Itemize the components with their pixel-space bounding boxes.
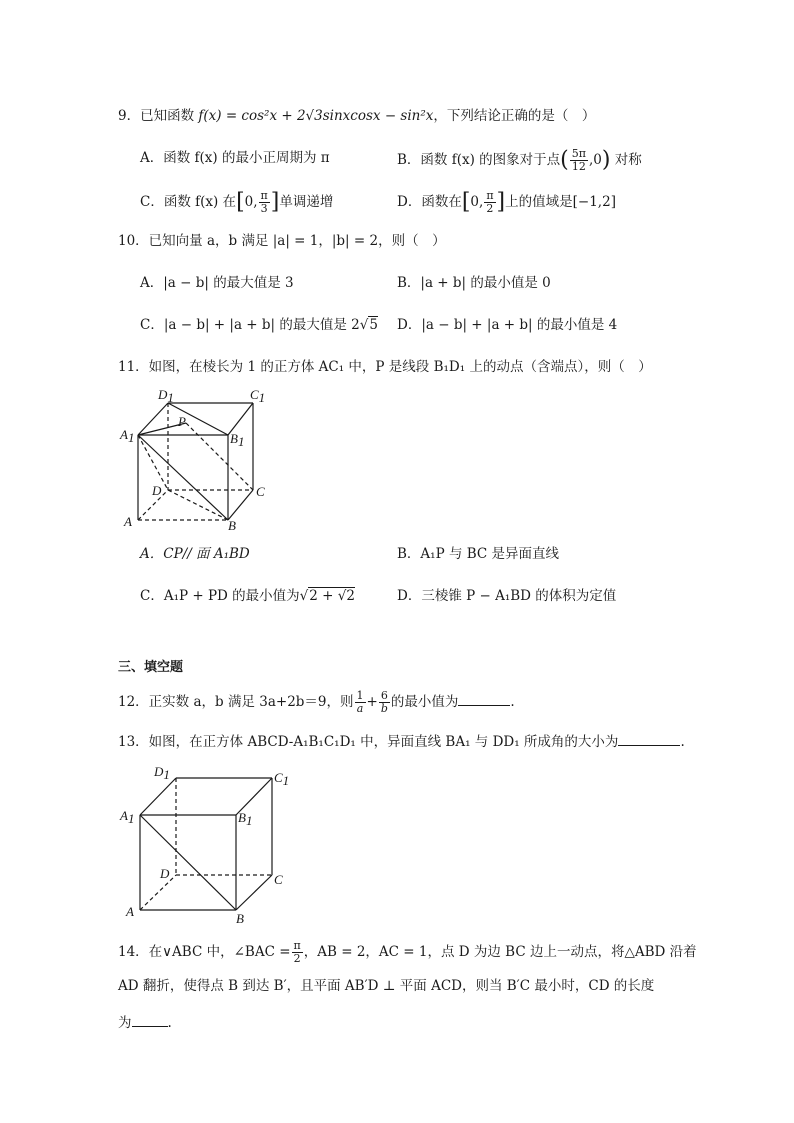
label-c1: C1 [274,770,290,788]
label-d: D [160,866,170,881]
q11-option-d: D．三棱锥 P − A₁BD 的体积为定值 [397,588,617,604]
q10-option-a: A．|a − b| 的最大值是 3 [140,275,294,291]
label-a1: A1 [120,808,135,826]
label-a1: A1 [120,427,135,445]
q11-stem: 11．如图，在棱长为 1 的正方体 AC₁ 中，P 是线段 B₁D₁ 上的动点（含端点），则（ ） [118,359,652,375]
cube-figure-q11 [118,385,278,535]
label-c: C [256,484,265,499]
q11-option-b: B．A₁P 与 BC 是异面直线 [397,546,560,562]
q11-option-c: C．A₁P + PD 的最小值为√2 + √2 [140,588,355,604]
q10-option-b: B．|a + b| 的最小值是 0 [397,275,551,291]
label-c: C [274,872,283,887]
answer-blank[interactable] [132,1012,168,1027]
label-a: A [126,904,134,919]
q9-option-d: D．函数在[0, $\frac{\pi}{2}$ ]上的值域是[−1,2] [397,189,616,215]
answer-blank[interactable] [618,731,680,746]
label-b1: B1 [238,810,253,828]
q10-option-d: D．|a − b| + |a + b| 的最小值是 4 [397,317,618,333]
q12-stem: 12．正实数 a，b 满足 3a+2b＝9，则 $\frac{1}{a}$ + $\frac{6}{b}$ 的最小值为 . [118,689,515,715]
q10-stem: 10．已知向量 a，b 满足 |a| = 1，|b| = 2，则（ ） [118,233,446,249]
q14-line-1: 14．在∨ABC 中，∠BAC = $\frac{\pi}{2}$ ，AB = 2，AC = 1，点 D 为边 BC 边上一动点，将△ABD 沿着 [118,939,697,965]
q11-option-a: A．CP// 面 A₁BD [140,546,250,562]
q9-option-a: A．函数 f(x) 的最小正周期为 π [140,150,330,166]
q9-stem: 9．已知函数 f(x) = cos²x + 2√3sinxcosx − sin²x，下列结论正确的是（ ） [118,108,596,124]
label-b: B [228,518,236,533]
label-d1: D1 [154,764,170,782]
label-d1: D1 [158,387,174,405]
label-b: B [236,911,244,925]
section-heading: 三、填空题 [118,660,184,675]
q10-option-c: C．|a − b| + |a + b| 的最大值是 2√5 [140,317,378,333]
q14-line-3: 为 . [118,1012,172,1033]
q13-stem: 13．如图，在正方体 ABCD-A₁B₁C₁D₁ 中，异面直线 BA₁ 与 DD₁ 所成角的大小为 . [118,731,685,752]
label-p: P [178,414,186,429]
label-b1: B1 [230,431,245,449]
q14-line-2: AD 翻折，使得点 B 到达 B′，且平面 AB′D ⊥ 平面 ACD，则当 B′C 最小时，CD 的长度 [118,978,655,994]
label-c1: C1 [250,387,266,405]
q9-option-b: B．函数 f(x) 的图象对于点( $\frac{5\pi}{12}$ ,0) 对称 [397,147,642,173]
label-a: A [124,514,132,529]
cube-figure-q13 [118,760,298,925]
q9-option-c: C．函数 f(x) 在[0, $\frac{\pi}{3}$ ]单调递增 [140,189,334,215]
answer-blank[interactable] [458,691,510,706]
label-d: D [152,483,162,498]
